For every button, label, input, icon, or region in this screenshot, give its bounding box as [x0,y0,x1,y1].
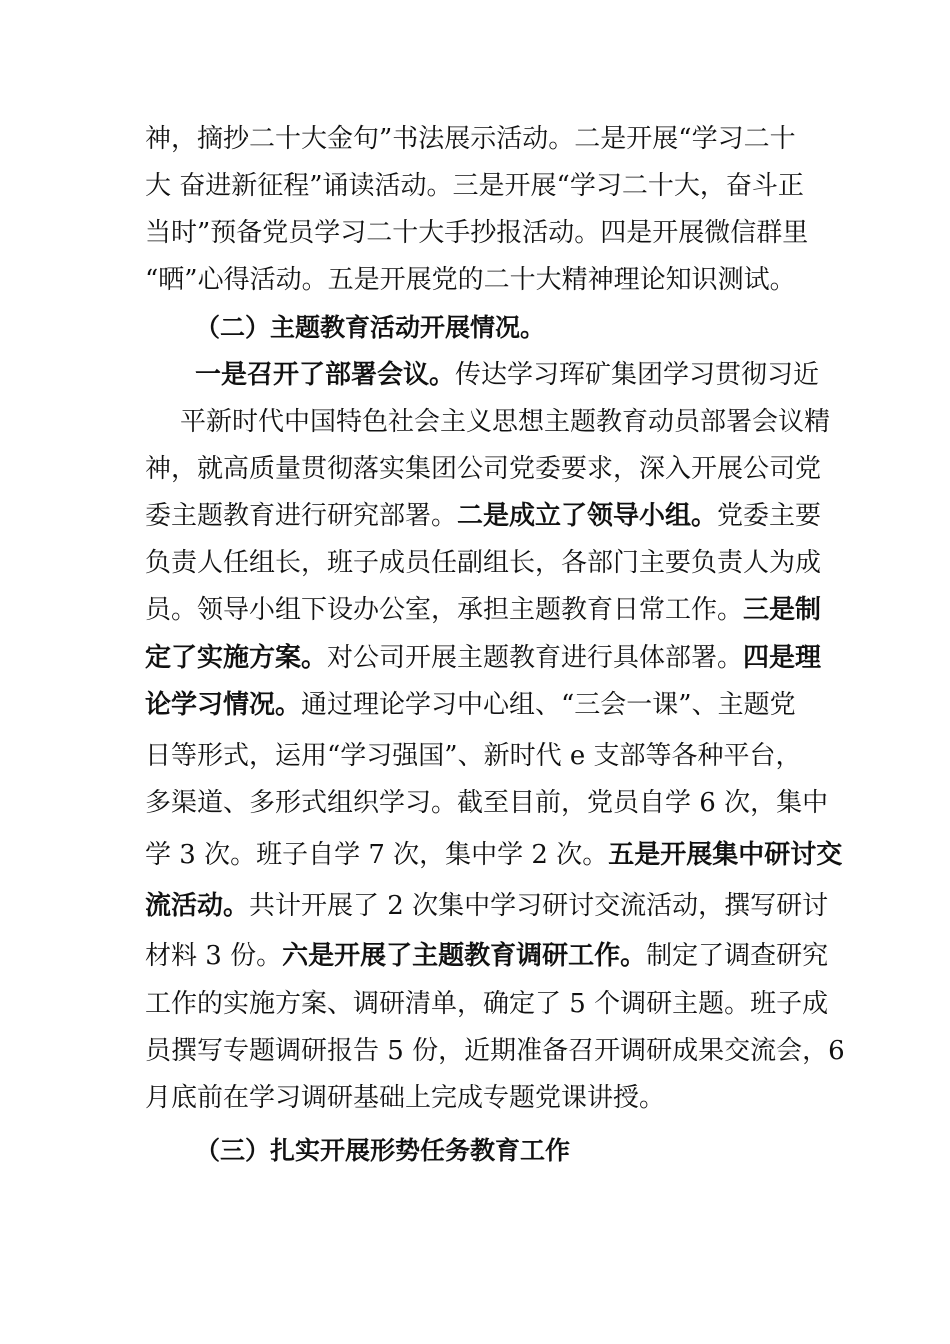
bold-lead: 论学习情况。 [145,690,302,720]
text-run: 通过理论学习中心组、“三会一课”、主题党 [301,690,796,720]
text-run: 员。领导小组下设办公室，承担主题教育日常工作。 [145,595,744,625]
text-line [145,499,821,533]
bold-lead: 六是开展了主题教育调研工作。 [282,941,647,971]
bold-lead: 定了实施方案。 [145,643,328,673]
text-run: 委主题教育进行研究部署。 [145,501,458,531]
text-line: 多渠道、多形式组织学习。截至目前，党员自学 6 次，集中 [145,788,829,818]
text-line [145,688,796,722]
section-heading-3: （三）扎实开展形势任务教育工作 [195,1136,571,1165]
section-heading-2: （二）主题教育活动开展情况。 [195,313,546,342]
text-line: 平新时代中国特色社会主义思想主题教育动员部署会议精 [180,407,831,437]
text-line: 神，就高质量贯彻落实集团公司党委要求，深入开展公司党 [145,454,822,484]
text-line: 大 奋进新征程”诵读活动。三是开展“学习二十大，奋斗正 [145,171,804,201]
text-line: 日等形式，运用“学习强国”、新时代 e 支部等各种平台， [145,741,802,771]
text-run: 共计开展了 2 次集中学习研讨交流活动，撰写研讨 [249,891,829,921]
text-line [145,593,821,627]
text-line [145,939,828,973]
text-line [145,641,821,675]
bold-lead: 四是理 [743,643,822,673]
bold-lead: 五是开展集中研讨交 [608,840,843,870]
text-line: 员撰写专题调研报告 5 份，近期准备召开调研成果交流会，6 [145,1036,845,1066]
text-line [145,838,842,872]
text-run: 对公司开展主题教育进行具体部署。 [327,643,744,673]
bold-lead: 三是制 [743,595,822,625]
text-line [145,889,828,923]
text-run: 材料 3 份。 [145,941,283,971]
text-run: 传达学习珲矿集团学习贯彻习近 [455,360,820,390]
text-line: 当时”预备党员学习二十大手抄报活动。四是开展微信群里 [145,218,809,248]
text-run: 制定了调查研究 [646,941,829,971]
text-run: 学 3 次。班子自学 7 次，集中学 2 次。 [145,840,609,870]
text-line: 负责人任组长，班子成员任副组长，各部门主要负责人为成 [145,548,822,578]
text-run: 党委主要 [717,501,822,531]
bold-lead: 一是召开了部署会议。 [195,360,456,390]
text-line: 工作的实施方案、调研清单，确定了 5 个调研主题。班子成 [145,989,829,1019]
text-line: “晒”心得活动。五是开展党的二十大精神理论知识测试。 [145,265,796,295]
text-line [195,358,819,392]
text-line: 月底前在学习调研基础上完成专题党课讲授。 [145,1083,666,1113]
bold-lead: 流活动。 [145,891,250,921]
bold-lead: 二是成立了领导小组。 [457,501,718,531]
text-line: 神，摘抄二十大金句”书法展示活动。二是开展“学习二十 [145,124,796,154]
